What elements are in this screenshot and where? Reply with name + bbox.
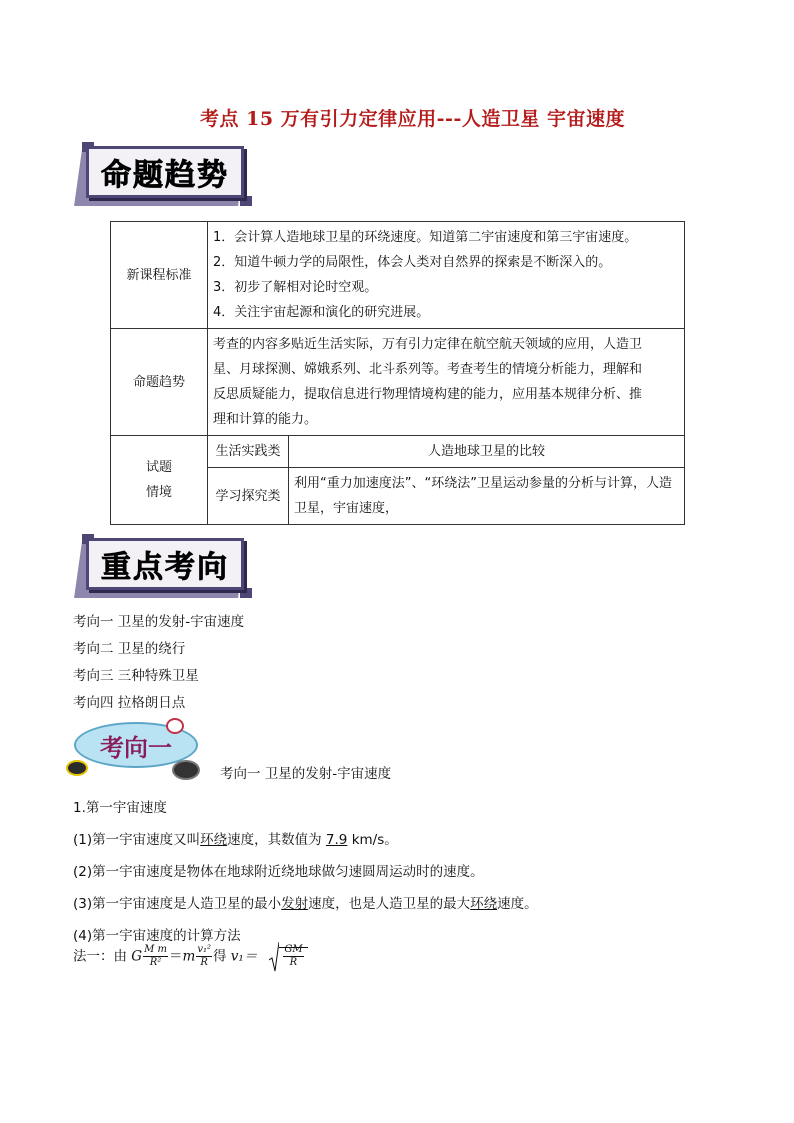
list-item: 考向二 卫星的绕行 (73, 641, 186, 657)
text-run: 速度，其数值为 (227, 832, 326, 848)
planet-icon (172, 760, 200, 780)
subheading: 1.第一宇宙速度 (73, 800, 167, 816)
fraction-numerator: GM (284, 944, 303, 955)
table-row (111, 436, 685, 468)
row-content: 人造地球卫星的比较 (289, 436, 685, 468)
fraction-denominator: R (200, 957, 208, 968)
list-item: 考向一 卫星的发射-宇宙速度 (73, 614, 245, 630)
text-run: 法一：由 (73, 948, 132, 965)
sub-label: 学习探究类 (208, 468, 289, 525)
text-run: 速度。 (497, 896, 538, 912)
fraction-denominator: R (289, 957, 298, 968)
badge-label: 考向一 (100, 732, 172, 762)
row-label: 命题趋势 (111, 329, 208, 436)
row-content (289, 468, 685, 525)
fraction-numerator: v₁² (197, 944, 211, 955)
banner-proposition-trend (78, 146, 250, 208)
radical-sign-icon (269, 942, 279, 972)
row-content (208, 329, 685, 436)
radicand (279, 944, 307, 968)
row-label (111, 436, 208, 525)
content-line: 考查的内容多贴近生活实际，万有引力定律在航空航天领域的应用，人造卫 (213, 337, 643, 352)
symbol-g: G (131, 948, 143, 965)
paragraph (73, 828, 398, 848)
text-run: 速度，也是人造卫星的最大 (308, 896, 471, 912)
fraction-denominator: R² (149, 957, 162, 968)
fraction (196, 944, 212, 969)
paragraph (73, 892, 538, 912)
paragraph: (2)第一宇宙速度是物体在地球附近绕地球做匀速圆周运动时的速度。 (73, 864, 484, 880)
symbol-v1: v₁＝ (230, 948, 258, 965)
table-row (111, 329, 685, 436)
planet-icon (166, 718, 184, 734)
text-run: km/s。 (347, 832, 398, 848)
banner-label: 重点考向 (101, 550, 229, 585)
content-line: 理和计算的能力。 (213, 412, 318, 427)
table-row (111, 222, 685, 329)
list-item: 考向四 拉格朗日点 (73, 695, 186, 711)
underlined-value: 7.9 (325, 832, 348, 848)
content-line: 反思质疑能力，提取信息进行物理情境构建的能力，应用基本规律分析、推 (213, 387, 643, 402)
planet-icon (66, 760, 88, 776)
banner-card (86, 146, 244, 198)
banner-card (86, 538, 244, 590)
paragraph: (4)第一宇宙速度的计算方法 (73, 928, 241, 944)
fraction-numerator: M m (144, 944, 167, 955)
curriculum-table (110, 221, 685, 525)
content-line: 利用“重力加速度法”、“环绕法”卫星运动参量的分析与计算，人造 (294, 476, 672, 491)
equals-sign: ＝ (169, 948, 183, 965)
row-content (208, 222, 685, 329)
row-label: 新课程标准 (111, 222, 208, 329)
section-title: 考向一 卫星的发射-宇宙速度 (220, 766, 392, 782)
content-line: 3．初步了解相对论时空观。 (213, 280, 378, 295)
label-line: 试题 (145, 460, 172, 475)
content-line: 1．会计算人造地球卫星的环绕速度。知道第二宇宙速度和第三宇宙速度。 (213, 230, 638, 245)
text-run: (3)第一宇宙速度是人造卫星的最小 (73, 896, 282, 912)
banner-key-directions (78, 538, 250, 600)
symbol-m: m (182, 948, 196, 965)
content-line: 卫星，宇宙速度， (294, 501, 399, 516)
sub-label: 生活实践类 (208, 436, 289, 468)
banner-label: 命题趋势 (101, 158, 229, 193)
list-item: 考向三 三种特殊卫星 (73, 668, 199, 684)
underlined-term: 环绕 (200, 832, 228, 848)
page-title: 考点 15 万有引力定律应用---人造卫星 宇宙速度 (200, 108, 625, 130)
text-run: 得 (212, 948, 231, 965)
fraction (283, 944, 303, 969)
fraction (143, 944, 168, 969)
direction-list (73, 609, 244, 717)
underlined-term: 环绕 (470, 896, 498, 912)
square-root (279, 944, 307, 969)
content-line: 4．关注宇宙起源和演化的研究进展。 (213, 305, 430, 320)
content-line: 2．知道牛顿力学的局限性，体会人类对自然界的探索是不断深入的。 (213, 255, 612, 270)
label-line: 情境 (145, 485, 172, 500)
direction-badge (66, 718, 206, 780)
text-run: (1)第一宇宙速度又叫 (73, 832, 201, 848)
underlined-term: 发射 (281, 896, 309, 912)
formula-line (73, 944, 308, 990)
content-line: 星、月球探测、嫦娥系列、北斗系列等。考查考生的情境分析能力，理解和 (213, 362, 643, 377)
